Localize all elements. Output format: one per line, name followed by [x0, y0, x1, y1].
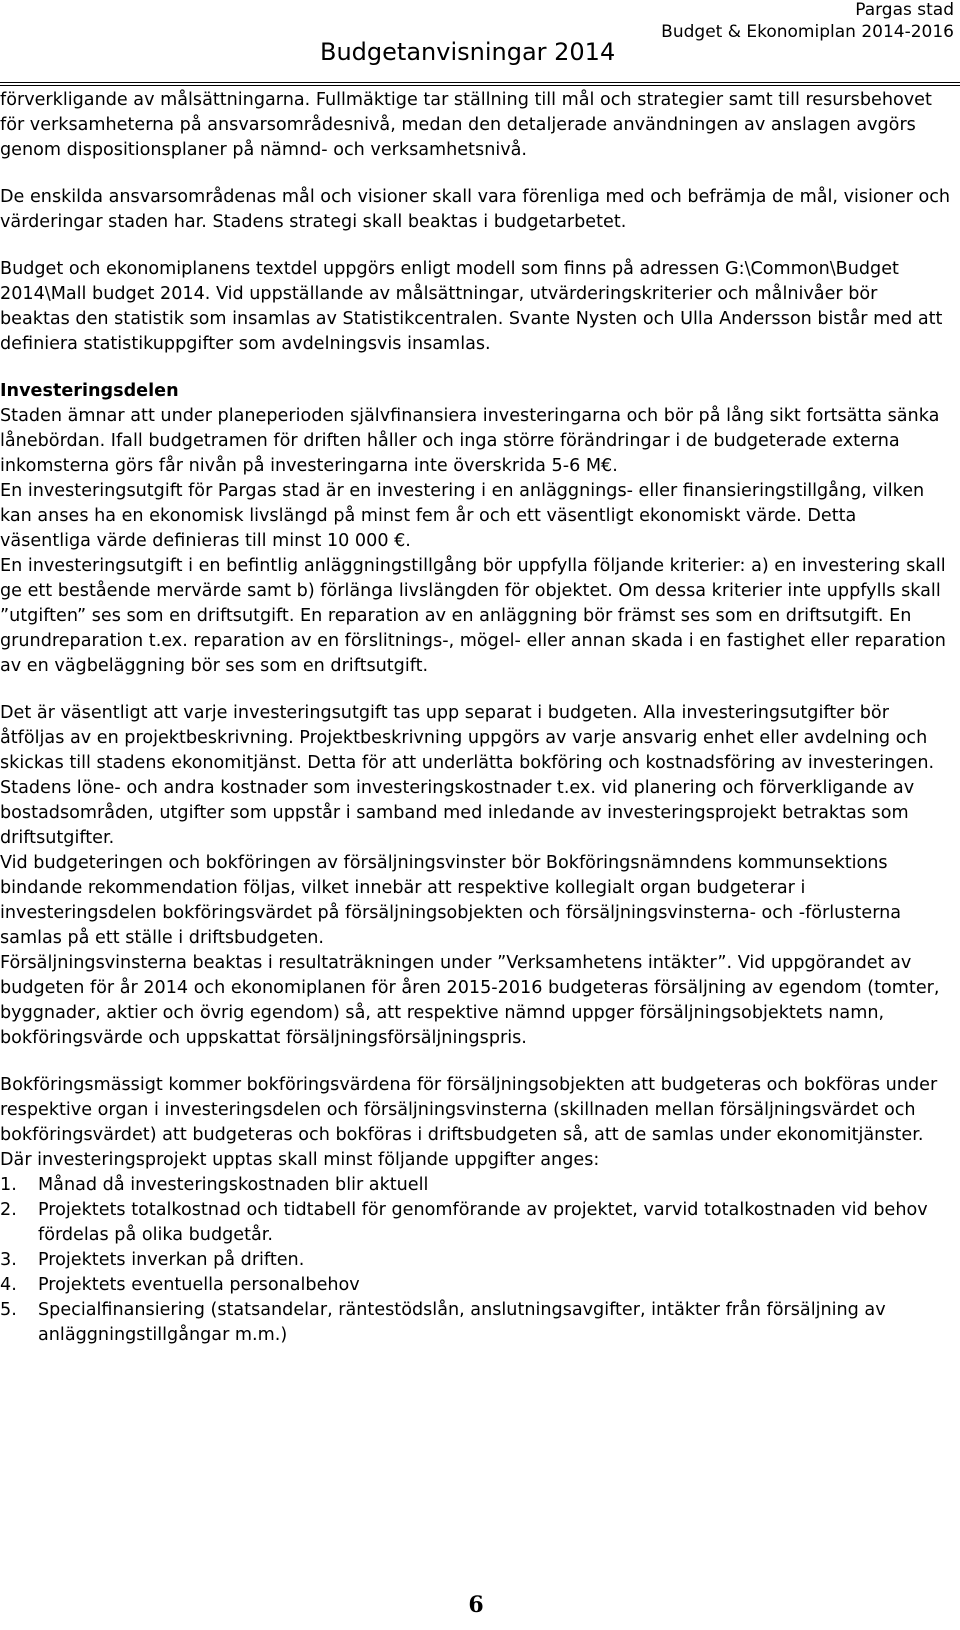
requirements-list — [0, 1173, 952, 1348]
document-body — [0, 88, 952, 1348]
list-item-text: Projektets inverkan på driften. — [38, 1250, 305, 1270]
list-item — [0, 1273, 952, 1298]
list-item-number: 4. — [0, 1275, 17, 1295]
paragraph-selffinancing: Staden ämnar att under planeperioden självfinansiera investeringarna och bör på lång sikt fortsätta sänka lånebördan. Ifall budgetramen för driften håller och inga större förändringar i de budgeterade externa inkomsterna görs får nivån på investeringarna inte överskrida 5-6 M€. — [0, 406, 940, 476]
list-item-number: 1. — [0, 1175, 17, 1195]
header-organization: Pargas stad — [855, 0, 954, 20]
paragraph-goals: De enskilda ansvarsområdenas mål och visioner skall vara förenliga med och befrämja de mål, visioner och värderingar staden har. Stadens strategi skall beaktas i budgetarbetet. — [0, 187, 951, 232]
paragraph-definition: En investeringsutgift för Pargas stad är en investering i en anläggnings- eller finansieringstillgång, vilken kan anses ha en ekonomisk livslängd på minst fem år och ett väsentligt ekonomiskt värde. Detta väsentliga värde definieras till minst 10 000 €. — [0, 481, 925, 551]
list-item-text: Projektets eventuella personalbehov — [38, 1275, 360, 1295]
page-number: 6 — [468, 1592, 484, 1618]
list-item-text: Månad då investeringskostnaden blir aktuell — [38, 1175, 429, 1195]
list-item — [0, 1298, 952, 1348]
paragraph-sales-gains: Vid budgeteringen och bokföringen av försäljningsvinster bör Bokföringsnämndens kommunsektions bindande rekommendation följas, vilket innebär att respektive kollegialt organ budgeterar i investeringsdelen bokföringsvärdet på försäljningsobjekten och försäljningsvinsterna- och -förlusterna samlas på ett ställe i driftsbudgeten. — [0, 853, 902, 948]
header-title: Budgetanvisningar 2014 — [320, 38, 616, 66]
paragraph-income: Försäljningsvinsterna beaktas i resultaträkningen under ”Verksamhetens intäkter”. Vid uppgörandet av budgeten för år 2014 och ekonomiplanen för åren 2015-2016 budgeteras försäljning av egendom (tomter, byggnader, aktier och övrig egendom) så, att respektive nämnd uppger försäljningsobjektets namn, bokföringsvärde och uppskattat försäljningsförsäljningspris. — [0, 953, 940, 1048]
list-item-number: 2. — [0, 1200, 17, 1220]
paragraph-list-intro: Där investeringsprojekt upptas skall minst följande uppgifter anges: — [0, 1150, 600, 1170]
paragraph-accounting: Bokföringsmässigt kommer bokföringsvärdena för försäljningsobjekten att budgeteras och bokföras under respektive organ i investeringsdelen och försäljningsvinsterna (skillnaden mellan försäljningsvärdet och bokföringsvärdet) att budgeteras och bokföras i driftsbudgeten så, att de samlas under ekonomitjänster. — [0, 1075, 938, 1145]
paragraph-separate: Det är väsentligt att varje investeringsutgift tas upp separat i budgeten. Alla investeringsutgifter bör åtföljas av en projektbeskrivning. Projektbeskrivning uppgörs av varje ansvarig enhet eller avdelning och skickas till stadens ekonomitjänst. Detta för att underlätta bokföring och kostnadsföring av investeringen. Stadens löne- och andra kostnader som investeringskostnader t.ex. vid planering och förverkligande av bostadsområden, utgifter som uppstår i samband med inledande av investeringsprojekt betraktas som driftsutgifter. — [0, 703, 935, 848]
list-item-text: Specialfinansiering (statsandelar, räntestödslån, anslutningsavgifter, intäkter från försäljning av anläggningstillgångar m.m.) — [38, 1300, 886, 1345]
header-subtitle: Budget & Ekonomiplan 2014-2016 — [661, 22, 954, 42]
paragraph-criteria: En investeringsutgift i en befintlig anläggningstillgång bör uppfylla följande kriterier: a) en investering skall ge ett bestående mervärde samt b) förlänga livslängden för objektet. Om dessa kriterier inte uppfylls skall ”utgiften” ses som en driftsutgift. En reparation av en anläggning bör främst ses som en driftsutgift. En grundreparation t.ex. reparation av en förslitnings-, mögel- eller annan skada i en fastighet eller reparation av en vägbeläggning bör ses som en driftsutgift. — [0, 556, 946, 676]
list-item — [0, 1198, 952, 1248]
paragraph-intro: förverkligande av målsättningarna. Fullmäktige tar ställning till mål och strategier samt till resursbehovet för verksamheterna på ansvarsområdesnivå, medan den detaljerade användningen av anslagen avgörs genom dispositionsplaner på nämnd- och verksamhetsnivå. — [0, 90, 932, 160]
list-item — [0, 1248, 952, 1273]
paragraph-model: Budget och ekonomiplanens textdel uppgörs enligt modell som finns på adressen G:\Common\Budget 2014\Mall budget 2014. Vid uppställande av målsättningar, utvärderingskriterier och målnivåer bör beaktas den statistik som insamlas av Statistikcentralen. Svante Nysten och Ulla Andersson bistår med att definiera statistikuppgifter som avdelningsvis insamlas. — [0, 259, 943, 354]
header-rule — [0, 82, 960, 86]
page-header — [0, 0, 960, 90]
list-item-number: 3. — [0, 1250, 17, 1270]
list-item-text: Projektets totalkostnad och tidtabell för genomförande av projektet, varvid totalkostnaden vid behov fördelas på olika budgetår. — [38, 1200, 928, 1245]
list-item-number: 5. — [0, 1300, 17, 1320]
list-item — [0, 1173, 952, 1198]
section-heading: Investeringsdelen — [0, 381, 179, 401]
